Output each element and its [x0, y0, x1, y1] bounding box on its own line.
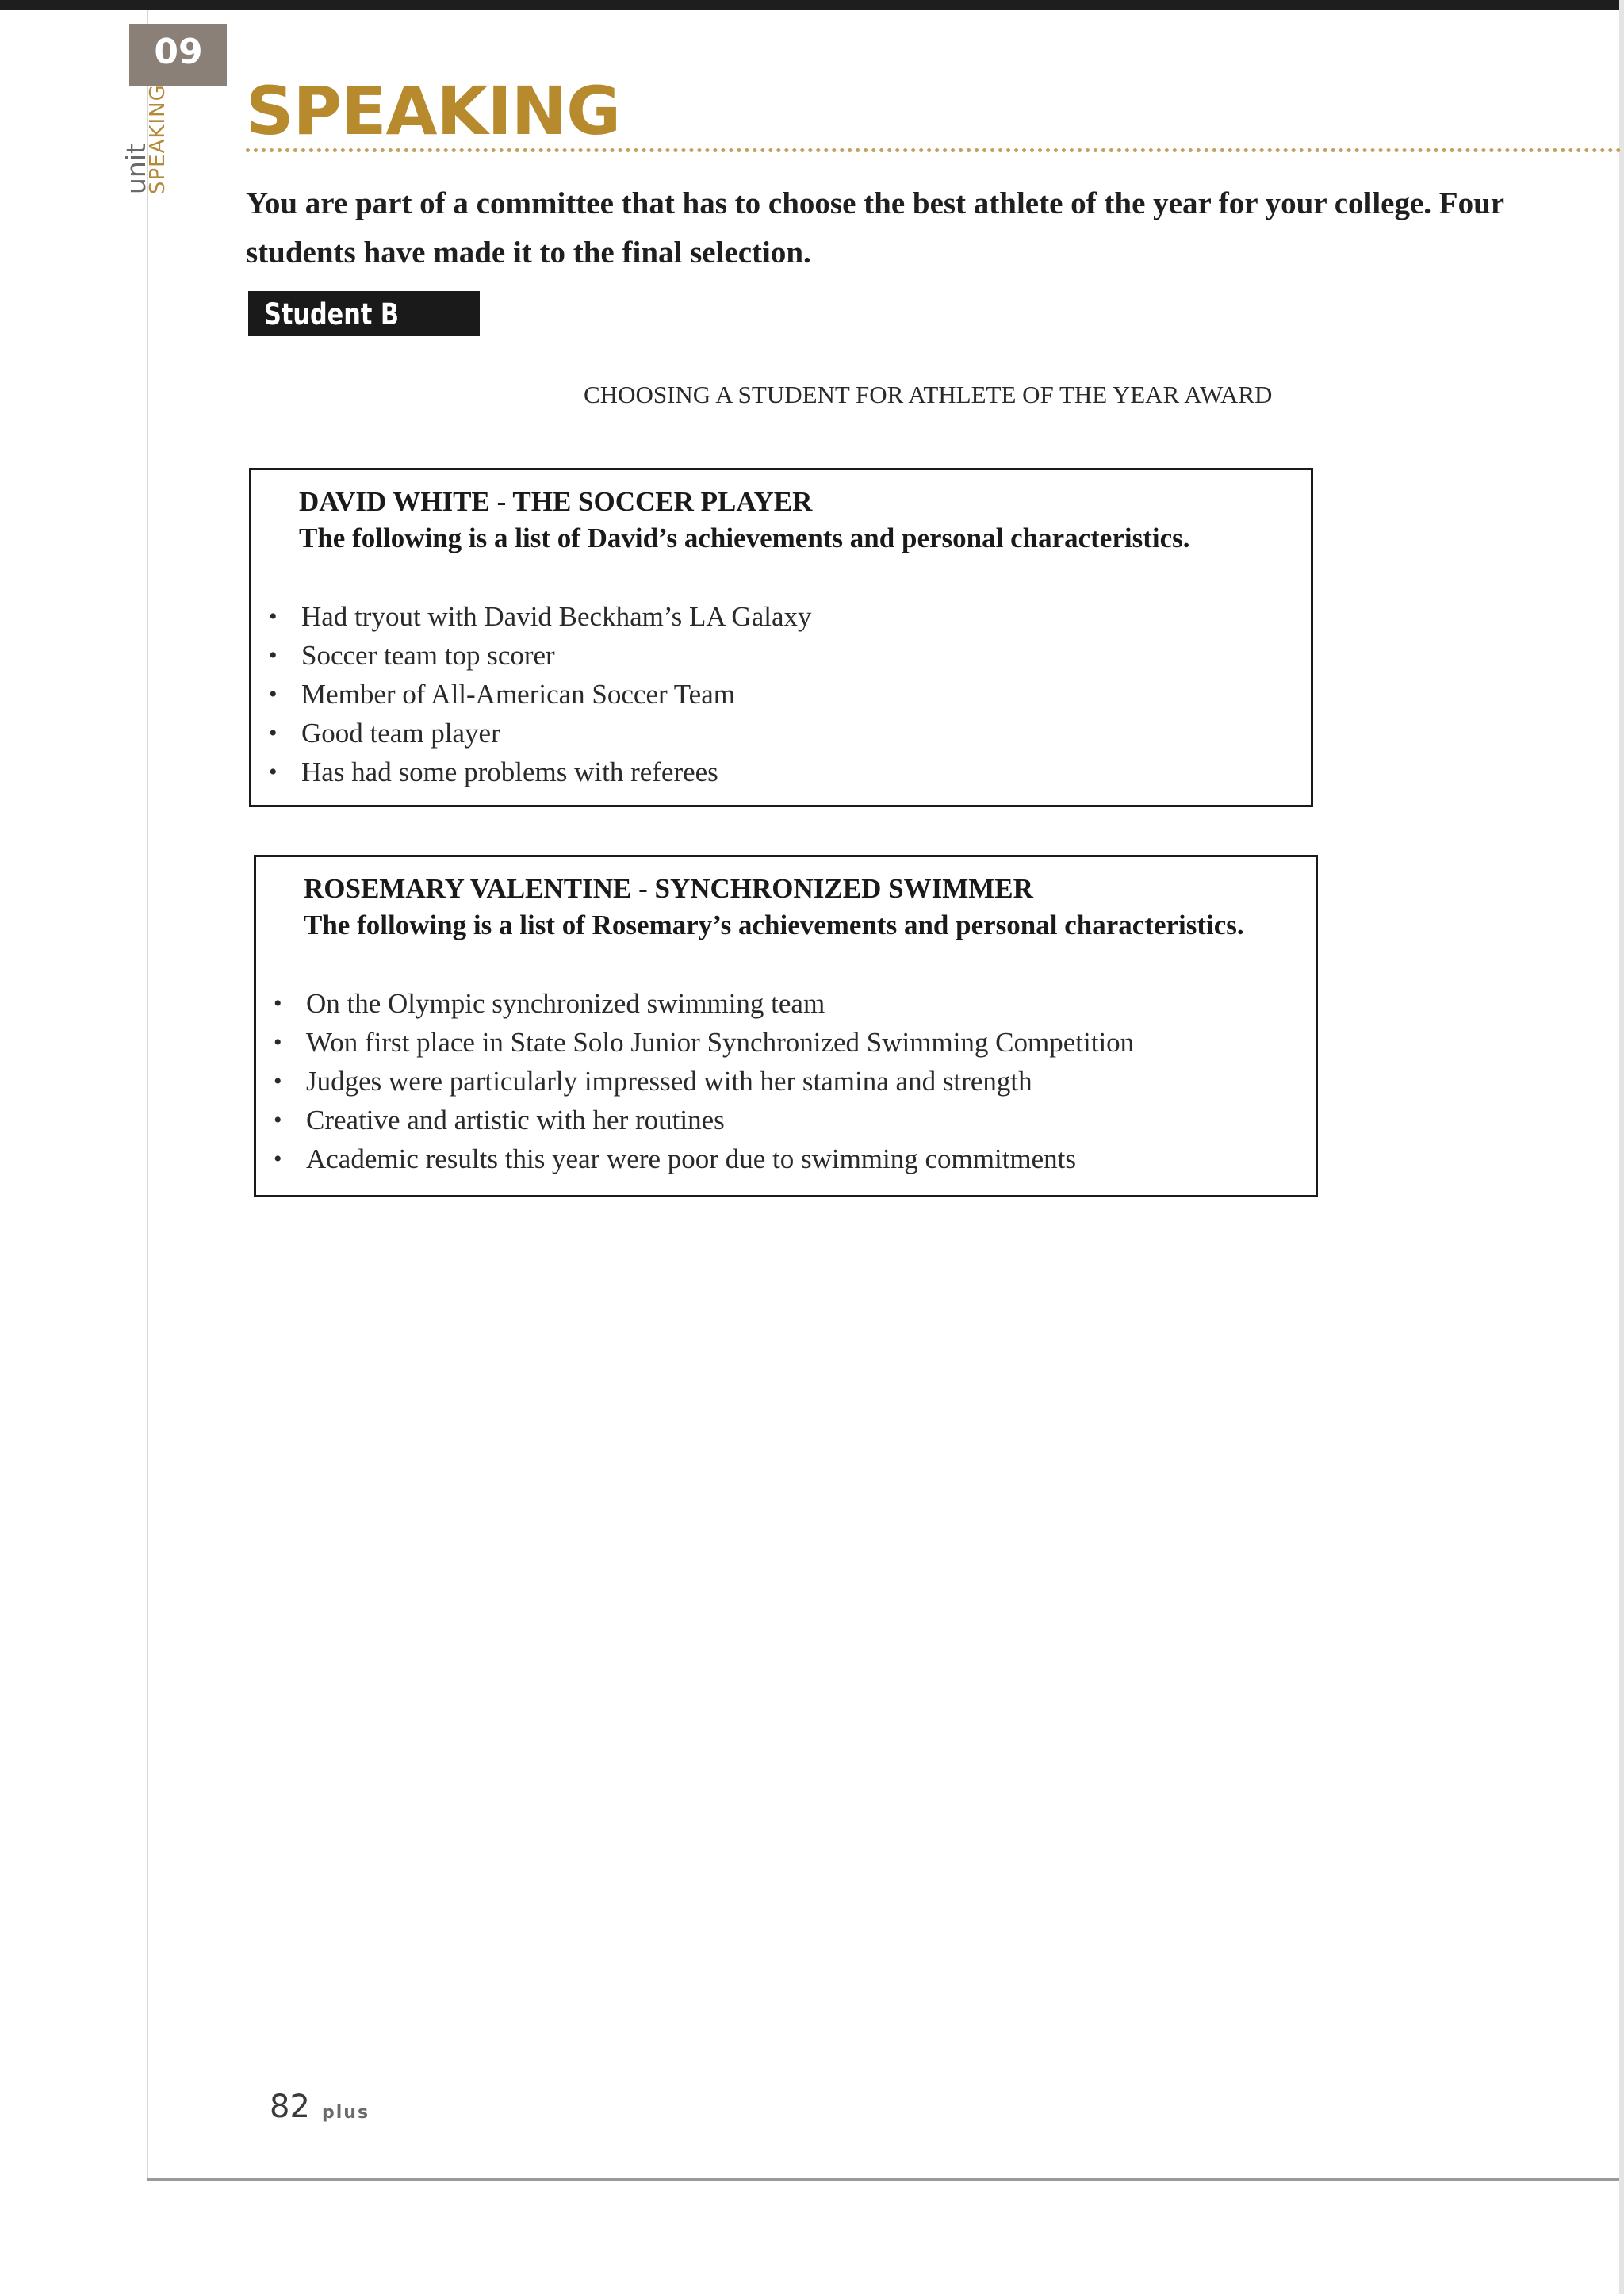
dotted-divider	[246, 148, 1622, 152]
bullet-icon: •	[269, 759, 278, 785]
list-item: • Had tryout with David Beckham’s LA Galaxy	[251, 597, 1282, 636]
side-section-label: SPEAKING	[146, 84, 170, 194]
section-title: SPEAKING	[246, 72, 621, 150]
athlete-card-rosemary	[254, 855, 1318, 1197]
brand-logo: plus	[322, 2103, 370, 2123]
student-tag-label: Student B	[264, 297, 400, 331]
card-intro: The following is a list of Rosemary’s achievements and personal characteristics.	[304, 910, 1244, 940]
card-name: ROSEMARY VALENTINE - SYNCHRONIZED SWIMMER	[304, 873, 1033, 904]
list-item: • Academic results this year were poor due to swimming commitments	[256, 1139, 1287, 1178]
bullet-icon: •	[269, 720, 278, 746]
scan-right-edge	[1619, 0, 1624, 2294]
bullet-icon: •	[274, 1068, 282, 1094]
student-tag	[248, 291, 480, 336]
page-number: 82	[270, 2089, 310, 2125]
card-list	[256, 984, 1287, 1178]
bullet-icon: •	[269, 681, 278, 707]
bullet-icon: •	[274, 990, 282, 1017]
side-unit-label: unit	[121, 144, 151, 194]
list-item: • Soccer team top scorer	[251, 636, 1282, 675]
list-item: • Creative and artistic with her routines	[256, 1101, 1287, 1139]
scan-top-edge	[0, 0, 1624, 10]
athlete-card-david	[249, 468, 1313, 807]
card-name: DAVID WHITE - THE SOCCER PLAYER	[299, 486, 813, 517]
unit-number: 09	[154, 32, 203, 72]
card-list	[251, 597, 1282, 791]
list-item: • Good team player	[251, 714, 1282, 753]
list-item: • Member of All-American Soccer Team	[251, 675, 1282, 714]
bullet-icon: •	[274, 1029, 282, 1055]
list-item: • Won first place in State Solo Junior Synchronized Swimming Competition	[256, 1023, 1287, 1062]
page-left-edge	[147, 10, 148, 2178]
page-bottom-edge	[147, 2178, 1619, 2181]
card-intro: The following is a list of David’s achievements and personal characteristics.	[299, 523, 1190, 553]
intro-text: You are part of a committee that has to choose the best athlete of the year for your college. Four students have made it to the final selection.	[246, 186, 1504, 270]
bullet-icon: •	[269, 603, 278, 630]
task-heading: CHOOSING A STUDENT FOR ATHLETE OF THE YEAR AWARD	[584, 381, 1273, 408]
list-item: • Judges were particularly impressed with her stamina and strength	[256, 1062, 1287, 1101]
bullet-icon: •	[269, 642, 278, 668]
bullet-icon: •	[274, 1146, 282, 1172]
bullet-icon: •	[274, 1107, 282, 1133]
list-item: • On the Olympic synchronized swimming team	[256, 984, 1287, 1023]
list-item: • Has had some problems with referees	[251, 753, 1282, 791]
